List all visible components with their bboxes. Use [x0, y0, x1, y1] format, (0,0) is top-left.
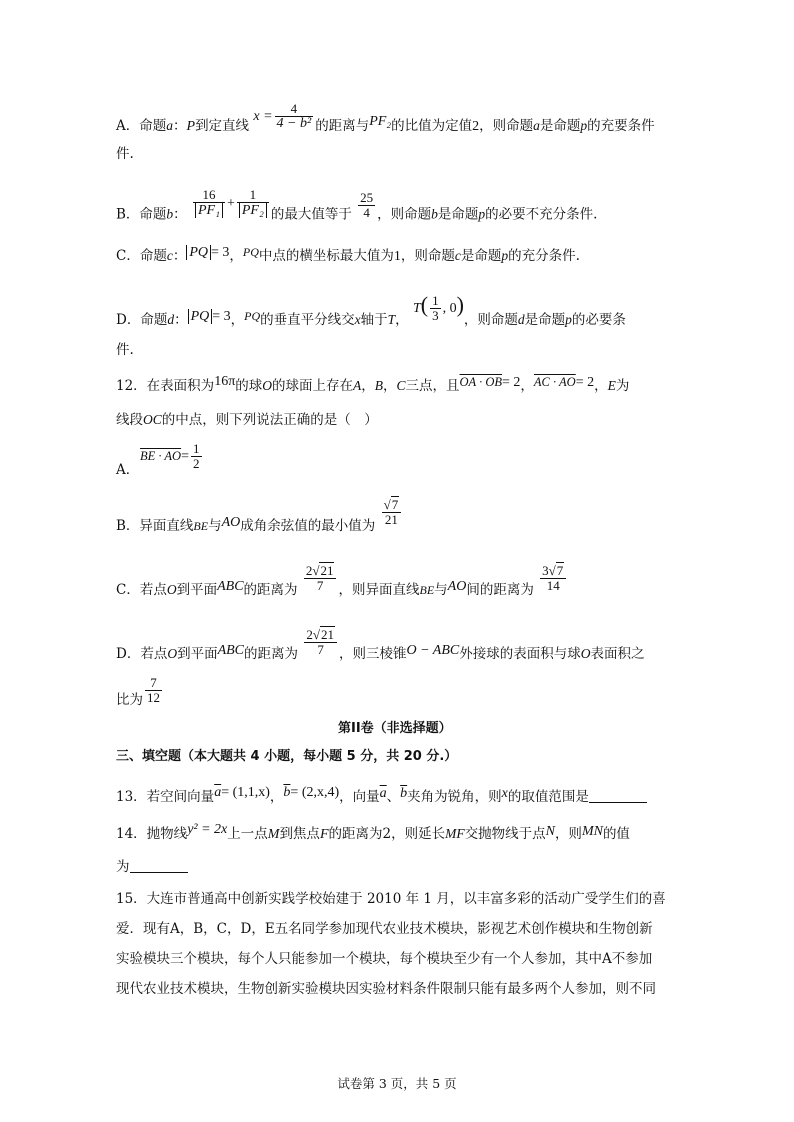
t: 到平面	[176, 582, 218, 598]
t: 是命题	[524, 312, 566, 328]
m: = (2,x,4)	[290, 785, 340, 800]
m: AO	[447, 579, 467, 594]
m: ABC	[217, 643, 245, 658]
var: p	[501, 248, 509, 263]
t: 是命题	[539, 118, 581, 134]
t: 的距离为	[243, 582, 298, 598]
t: 为	[615, 378, 630, 394]
var: b	[166, 206, 174, 222]
t: 的球	[235, 378, 263, 394]
var: O	[580, 646, 591, 661]
line: 爱．现有A，B，C，D，E五名同学参加现代农业技术模块，影视艺术创作模块和生物创新	[116, 921, 653, 937]
var: c	[454, 248, 461, 263]
t: 与	[434, 582, 448, 598]
t: 的垂直平分线交	[260, 312, 355, 328]
fraction	[145, 676, 162, 705]
m: ABC	[217, 579, 244, 594]
t: 的距离为	[244, 646, 299, 662]
question-14-cont	[116, 855, 684, 879]
num: 1	[193, 441, 200, 456]
t: ，	[383, 378, 397, 394]
t: ：	[174, 312, 188, 328]
m: PF₂	[369, 114, 392, 129]
label: C．命题	[116, 248, 167, 264]
fraction: $\frac{2√21}{7}$	[304, 564, 337, 593]
var: O	[167, 646, 178, 661]
t: 的值	[602, 826, 630, 842]
option-11a	[116, 101, 684, 141]
m: PQ	[188, 309, 213, 324]
den: 4 − b²	[276, 116, 312, 131]
t: 轴于	[360, 312, 388, 328]
label: A．命题	[116, 118, 167, 134]
m: $\overline{a}$	[379, 786, 387, 801]
var: d	[517, 312, 525, 327]
label: A．	[116, 462, 140, 478]
m: F	[319, 827, 329, 842]
t: 间的距离为	[466, 582, 534, 598]
fraction	[237, 188, 269, 218]
t: ，	[395, 312, 409, 328]
m: =	[181, 449, 189, 464]
m: +	[226, 195, 235, 211]
t: ，	[269, 789, 284, 805]
t: ，	[229, 248, 243, 264]
t: ，	[594, 378, 608, 394]
m: MN	[581, 824, 603, 839]
var: OC	[143, 412, 162, 427]
m: , 0	[442, 301, 457, 316]
var: O	[166, 582, 177, 597]
t: 、	[386, 789, 401, 805]
den: PF₁	[195, 203, 223, 218]
fraction: $\frac{3√7}{14}$	[540, 564, 566, 593]
fraction	[358, 191, 375, 220]
den: 14	[546, 578, 560, 593]
var: b	[431, 206, 438, 222]
m: y² = 2x	[187, 822, 228, 837]
m: PQ	[242, 245, 259, 259]
t: ：	[173, 118, 187, 134]
line: 实验模块三个模块，每个人只能参加一个模块，每个模块至少有一个人参加，其中A不参加	[116, 951, 653, 967]
var: p	[478, 206, 486, 222]
m: = 2	[502, 375, 521, 390]
t: 线段	[116, 412, 143, 428]
paren: )	[456, 292, 464, 317]
den: 21	[384, 512, 398, 527]
num: 7	[145, 676, 162, 691]
question-13	[116, 785, 684, 810]
t: 到焦点	[279, 826, 320, 842]
num: 1	[432, 293, 439, 308]
t: ，则命题	[400, 248, 455, 264]
t: 比为	[116, 692, 143, 708]
t: 的取值范围是	[507, 789, 589, 805]
fraction	[430, 294, 441, 323]
option-11c	[116, 244, 684, 269]
m: OA · OB	[459, 375, 503, 389]
t: 的最大值等于	[270, 206, 352, 223]
var: a	[166, 118, 173, 133]
t: ，	[230, 312, 245, 328]
option-11b	[116, 187, 684, 230]
question-12-option-a	[116, 441, 684, 482]
t: 与	[208, 518, 222, 534]
num: 16	[193, 188, 225, 203]
t: 的必要不充分条件.	[485, 206, 598, 223]
m: = 2	[575, 375, 595, 390]
section-title: 第II卷（非选择题）	[338, 721, 452, 736]
t: 的充要条件	[587, 118, 655, 134]
den: PF₂	[239, 203, 267, 218]
m: PQ	[186, 245, 211, 260]
var: B	[374, 378, 384, 393]
t: ：	[173, 206, 187, 223]
num: 1	[237, 188, 269, 203]
t: ，则三棱锥	[338, 646, 407, 662]
t: ，则命题	[377, 206, 432, 223]
m: P	[186, 119, 196, 134]
label: B．命题	[116, 206, 167, 223]
m: = 3	[212, 309, 231, 324]
t: 的充分条件.	[508, 248, 580, 264]
m: x =	[253, 109, 273, 124]
t: 上一点	[227, 826, 268, 842]
fraction	[193, 188, 225, 218]
question-12-option-d	[116, 627, 684, 669]
t: ，则	[554, 826, 582, 842]
var: c	[166, 248, 173, 263]
var: T	[387, 312, 396, 327]
num: 7	[391, 497, 399, 512]
t: 三点，且	[405, 378, 460, 394]
den: 4	[363, 204, 370, 220]
coef: 2	[305, 563, 313, 578]
den: 3	[432, 308, 439, 323]
t: 的必要条	[571, 312, 626, 328]
m: O − ABC	[406, 643, 460, 658]
label: B．异面直线	[116, 518, 194, 534]
num: 4	[275, 102, 314, 117]
fraction	[191, 442, 202, 471]
t: ，	[361, 378, 375, 394]
m: $\overline{b}$	[400, 786, 408, 801]
t: 到平面	[177, 646, 218, 662]
var: A	[353, 378, 362, 393]
option-11d-cont: 件.	[116, 342, 134, 358]
coef: 3	[542, 563, 549, 578]
question-12-line1	[116, 374, 684, 399]
label: D．命题	[116, 312, 168, 328]
var: O	[262, 378, 273, 393]
var: MF	[445, 826, 465, 841]
paren: (	[420, 292, 429, 317]
option-11a-cont: 件.	[116, 146, 134, 162]
question-12-option-c	[116, 563, 684, 605]
num: 21	[320, 563, 334, 578]
label: C．若点	[116, 582, 167, 598]
var: p	[565, 312, 572, 327]
m: = (1,1,x)	[221, 785, 270, 800]
t: 为	[116, 859, 130, 875]
question-12-line2	[116, 408, 684, 432]
t: 13．若空间向量	[116, 789, 215, 805]
m: 2	[472, 119, 480, 134]
den: 2	[193, 456, 200, 471]
t: 14．抛物线	[116, 826, 188, 842]
t: 表面积之	[590, 646, 645, 662]
m: N	[545, 824, 555, 839]
line: 15．大连市普通高中创新实践学校始建于 2010 年 1 月，以丰富多彩的活动广受学生们的喜	[116, 891, 666, 907]
t: ，	[520, 378, 534, 394]
t: 是命题	[460, 248, 502, 264]
m: BE	[419, 583, 435, 597]
t: 夹角为锐角，则	[407, 789, 502, 805]
m: M	[267, 827, 280, 842]
m: x	[501, 786, 508, 801]
m: BE	[193, 519, 209, 533]
t: 的距离为2，则延长	[328, 826, 446, 842]
answer-blank	[589, 788, 647, 803]
option-11d	[116, 292, 684, 335]
den: 7	[316, 578, 324, 593]
fraction: $\frac{√7}{21}$	[382, 498, 402, 527]
t: ，向量	[339, 789, 380, 805]
num: 21	[320, 627, 334, 642]
m: $\overline{b}$	[283, 785, 291, 800]
expr	[140, 442, 204, 471]
den: 7	[317, 642, 324, 657]
t: 的距离与	[315, 118, 370, 134]
t: 的比值为定值	[391, 118, 473, 134]
t: 到定直线	[195, 118, 250, 134]
t: 的球面上存在	[272, 378, 354, 394]
t: 成角余弦值的最小值为	[240, 518, 376, 534]
var: E	[607, 378, 616, 393]
num: 25	[360, 189, 374, 205]
part3-title: 三、填空题（本大题共 4 小题，每小题 5 分，共 20 分.）	[116, 749, 458, 764]
t: 交抛物线于点	[464, 826, 546, 842]
var: C	[396, 378, 406, 393]
var: p	[580, 118, 588, 133]
t: ：	[172, 248, 187, 264]
var: a	[533, 118, 540, 133]
m: 16π	[214, 374, 236, 389]
m: PQ	[244, 309, 261, 323]
m: 1	[393, 249, 401, 264]
t: ，则命题	[479, 118, 534, 134]
var: d	[167, 312, 175, 327]
question-14	[116, 822, 684, 847]
m: BE · AO	[140, 449, 182, 463]
t: ，则异面直线	[338, 582, 420, 598]
t: ，则命题	[463, 312, 518, 328]
coef: 2	[306, 627, 313, 642]
question-15	[116, 884, 684, 1004]
var: x	[354, 312, 361, 327]
label: D．若点	[116, 646, 168, 662]
page-footer: 试卷第 3 页，共 5 页	[337, 1076, 457, 1091]
m: AC · AO	[533, 375, 576, 389]
den: 12	[147, 690, 160, 705]
m: T	[412, 301, 421, 316]
m: AO	[221, 515, 241, 530]
t: 外接球的表面积与球	[459, 646, 581, 662]
fraction: $\frac{2√21}{7}$	[304, 628, 337, 657]
t: 是命题	[437, 206, 479, 223]
question-12-option-b	[116, 497, 684, 541]
m: $\overline{a}$	[214, 785, 222, 800]
m: = 3	[211, 245, 230, 260]
line: 现代农业技术模块，生物创新实验模块因实验材料条件限制只能有最多两个人参加，则不同	[116, 981, 656, 997]
point-T	[412, 292, 464, 323]
answer-blank	[130, 858, 188, 873]
num: 7	[556, 563, 564, 578]
question-12-option-d-cont	[116, 675, 684, 715]
fraction	[275, 102, 314, 131]
t: 中点的横坐标最大值为	[258, 248, 394, 264]
t: 12．在表面积为	[116, 378, 215, 394]
t: 的中点，则下列说法正确的是（ ）	[161, 412, 378, 428]
